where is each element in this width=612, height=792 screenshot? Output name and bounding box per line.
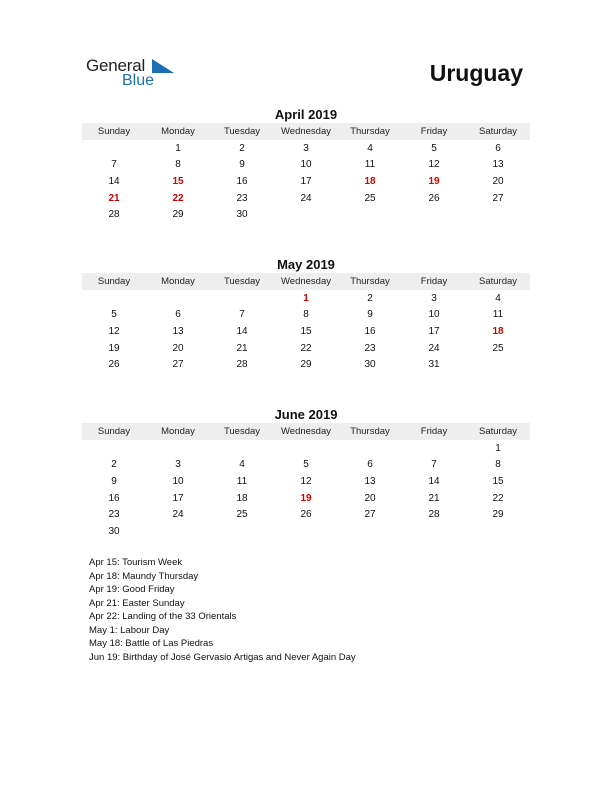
weekday-header-row — [82, 423, 530, 440]
day-cell: 22 — [300, 342, 312, 354]
week-row — [82, 506, 530, 523]
weekday-label: Tuesday — [223, 276, 261, 287]
day-cell: 21 — [236, 342, 248, 354]
day-cell: 17 — [300, 175, 312, 187]
day-cell: 2 — [111, 459, 117, 471]
holiday-day-cell: 1 — [303, 292, 309, 304]
day-cell: 23 — [236, 192, 248, 204]
day-cell: 27 — [364, 509, 376, 521]
day-cell: 17 — [172, 492, 184, 504]
day-cell: 13 — [492, 159, 504, 171]
month-calendar-april — [82, 106, 530, 223]
holiday-note: May 18: Battle of Las Piedras — [89, 638, 214, 649]
day-cell: 20 — [364, 492, 376, 504]
holiday-day-cell: 15 — [172, 175, 184, 187]
weekday-label: Wednesday — [281, 126, 331, 137]
holiday-note: Apr 15: Tourism Week — [89, 557, 183, 568]
day-cell: 29 — [172, 209, 184, 221]
logo-text-general: General — [86, 56, 146, 75]
day-cell: 7 — [111, 159, 117, 171]
day-cell: 14 — [108, 175, 120, 187]
month-title: April 2019 — [274, 107, 338, 122]
day-cell: 3 — [303, 142, 309, 154]
day-cell: 14 — [236, 325, 248, 337]
week-row — [82, 307, 530, 324]
holiday-day-cell: 18 — [492, 325, 504, 337]
day-cell: 18 — [236, 492, 248, 504]
weekday-label: Sunday — [97, 426, 131, 437]
day-cell: 10 — [172, 475, 184, 487]
day-cell: 1 — [495, 442, 501, 454]
day-cell: 6 — [175, 309, 181, 321]
day-cell: 25 — [364, 192, 376, 204]
day-cell: 10 — [428, 309, 440, 321]
week-row — [82, 457, 530, 474]
day-cell: 4 — [367, 142, 373, 154]
week-row — [82, 473, 530, 490]
day-cell: 23 — [108, 509, 120, 521]
week-row — [82, 340, 530, 357]
day-cell: 11 — [364, 159, 376, 171]
holiday-note: Apr 19: Good Friday — [89, 584, 175, 595]
weekday-label: Wednesday — [281, 276, 331, 287]
day-cell: 5 — [111, 309, 117, 321]
day-cell: 27 — [172, 359, 184, 371]
day-cell: 12 — [108, 325, 120, 337]
day-cell: 28 — [108, 209, 120, 221]
day-cell: 2 — [239, 142, 245, 154]
day-cell: 11 — [236, 475, 248, 487]
weekday-label: Saturday — [478, 276, 518, 287]
month-title: June 2019 — [274, 407, 338, 422]
weekday-label: Monday — [161, 426, 195, 437]
week-row — [82, 323, 530, 340]
day-cell: 5 — [303, 459, 309, 471]
weekday-label: Tuesday — [223, 126, 261, 137]
day-cell: 13 — [172, 325, 184, 337]
logo-flag-icon — [152, 59, 174, 73]
weekday-label: Thursday — [350, 276, 390, 287]
day-cell: 4 — [495, 292, 501, 304]
day-cell: 28 — [428, 509, 440, 521]
holiday-note: Jun 19: Birthday of José Gervasio Artigas and Never Again Day — [89, 651, 356, 663]
day-cell: 3 — [175, 459, 181, 471]
day-cell: 1 — [175, 142, 181, 154]
day-cell: 14 — [428, 475, 440, 487]
day-cell: 13 — [364, 475, 376, 487]
day-cell: 24 — [428, 342, 440, 354]
day-cell: 16 — [236, 175, 248, 187]
weekday-label: Tuesday — [223, 426, 261, 437]
holiday-day-cell: 19 — [300, 492, 312, 504]
day-cell: 16 — [108, 492, 120, 504]
day-cell: 20 — [172, 342, 184, 354]
week-row — [82, 440, 530, 457]
week-row — [82, 290, 530, 307]
weekday-label: Monday — [161, 276, 195, 287]
weekday-label: Sunday — [97, 126, 131, 137]
day-cell: 9 — [367, 309, 373, 321]
day-cell: 28 — [236, 359, 248, 371]
weekday-label: Friday — [420, 426, 448, 437]
day-cell: 5 — [431, 142, 437, 154]
week-row — [82, 140, 530, 157]
day-cell: 23 — [364, 342, 376, 354]
holiday-day-cell: 22 — [172, 192, 184, 204]
day-cell: 17 — [428, 325, 440, 337]
day-cell: 12 — [300, 475, 312, 487]
weekday-label: Friday — [420, 126, 448, 137]
day-cell: 15 — [492, 475, 504, 487]
weekday-label: Saturday — [478, 126, 518, 137]
week-row — [82, 356, 530, 373]
day-cell: 12 — [428, 159, 440, 171]
day-cell: 29 — [300, 359, 312, 371]
day-cell: 2 — [367, 292, 373, 304]
week-row — [82, 157, 530, 174]
weekday-label: Sunday — [97, 276, 131, 287]
week-row — [82, 490, 530, 507]
logo-text-blue: Blue — [122, 72, 155, 89]
day-cell: 27 — [492, 192, 504, 204]
weekday-label: Friday — [420, 276, 448, 287]
day-cell: 16 — [364, 325, 376, 337]
day-cell: 8 — [303, 309, 309, 321]
brand-logo — [86, 56, 186, 92]
holiday-note: Apr 22: Landing of the 33 Orientals — [89, 611, 237, 622]
day-cell: 31 — [428, 359, 440, 371]
day-cell: 26 — [428, 192, 440, 204]
holiday-note: Apr 18: Maundy Thursday — [89, 570, 199, 582]
day-cell: 15 — [300, 325, 312, 337]
holiday-day-cell: 18 — [364, 175, 376, 187]
day-cell: 21 — [428, 492, 440, 504]
day-cell: 11 — [492, 309, 504, 321]
day-cell: 3 — [431, 292, 437, 304]
day-cell: 10 — [300, 159, 312, 171]
day-cell: 9 — [111, 475, 117, 487]
day-cell: 25 — [492, 342, 504, 354]
day-cell: 30 — [236, 209, 248, 221]
country-title: Uruguay — [429, 60, 523, 86]
day-cell: 24 — [172, 509, 184, 521]
weekday-label: Thursday — [350, 426, 390, 437]
week-row — [82, 190, 530, 207]
weekday-label: Saturday — [478, 426, 518, 437]
weekday-label: Monday — [161, 126, 195, 137]
holiday-notes — [89, 556, 359, 664]
weekday-label: Thursday — [350, 126, 390, 137]
day-cell: 9 — [239, 159, 245, 171]
weekday-label: Wednesday — [281, 426, 331, 437]
week-row — [82, 523, 530, 540]
day-cell: 22 — [492, 492, 504, 504]
day-cell: 7 — [431, 459, 437, 471]
day-cell: 29 — [492, 509, 504, 521]
month-calendar-june — [82, 406, 530, 540]
day-cell: 8 — [175, 159, 181, 171]
week-row — [82, 173, 530, 190]
holiday-day-cell: 19 — [428, 175, 440, 187]
day-cell: 4 — [239, 459, 245, 471]
day-cell: 7 — [239, 309, 245, 321]
weekday-header-row — [82, 273, 530, 290]
week-row — [82, 206, 530, 223]
day-cell: 6 — [495, 142, 501, 154]
day-cell: 19 — [108, 342, 120, 354]
day-cell: 8 — [495, 459, 501, 471]
holiday-day-cell: 21 — [108, 192, 120, 204]
day-cell: 26 — [108, 359, 120, 371]
day-cell: 24 — [300, 192, 312, 204]
day-cell: 25 — [236, 509, 248, 521]
weekday-header-row — [82, 123, 530, 140]
month-title: May 2019 — [277, 257, 335, 272]
day-cell: 30 — [364, 359, 376, 371]
holiday-note: Apr 21: Easter Sunday — [89, 597, 185, 609]
day-cell: 6 — [367, 459, 373, 471]
day-cell: 20 — [492, 175, 504, 187]
holiday-note: May 1: Labour Day — [89, 624, 170, 636]
month-calendar-may — [82, 256, 530, 373]
day-cell: 30 — [108, 525, 120, 537]
day-cell: 26 — [300, 509, 312, 521]
